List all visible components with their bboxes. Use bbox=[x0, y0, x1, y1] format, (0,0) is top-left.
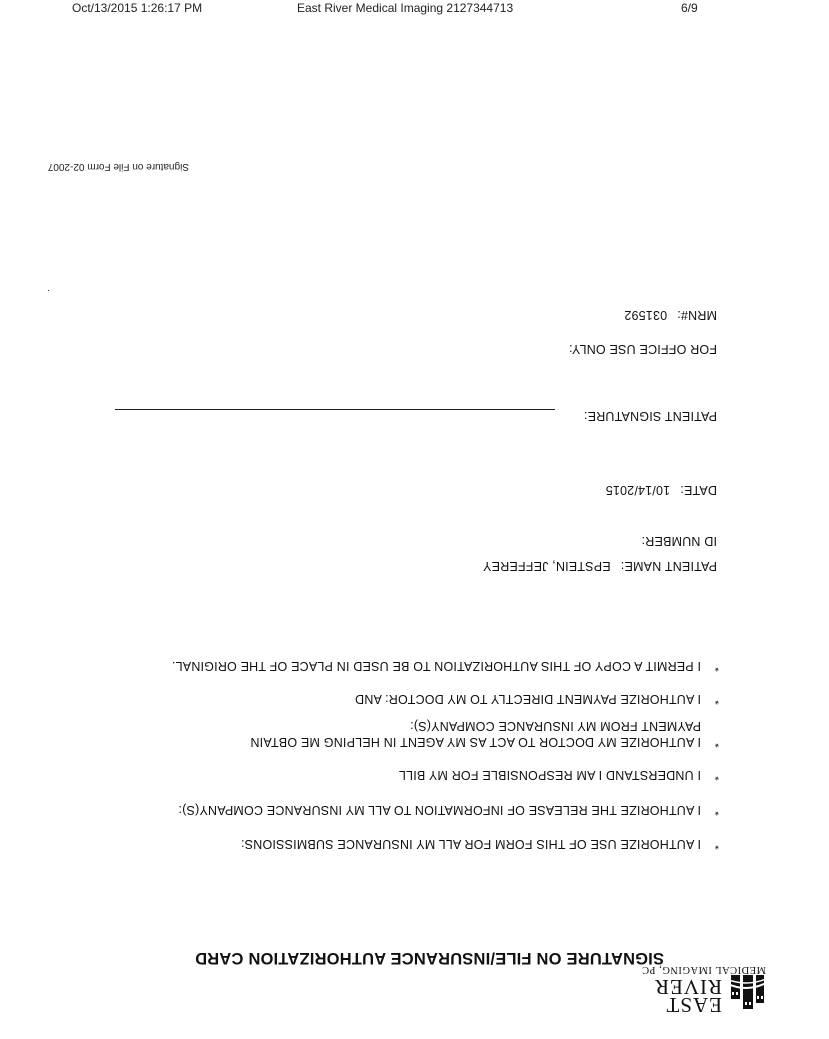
scanned-form-page bbox=[0, 18, 829, 1039]
bullet-text: I AUTHORIZE PAYMENT DIRECTLY TO MY DOCTOR: AND bbox=[354, 692, 701, 706]
logo-river-text: RIVER bbox=[654, 975, 722, 999]
form-title: SIGNATURE ON FILE/INSURANCE AUTHORIZATION CARD bbox=[194, 949, 664, 967]
patient-signature-field bbox=[584, 409, 717, 423]
bullet-text: I AUTHORIZE USE OF THIS FORM FOR ALL MY INSURANCE SUBMISSIONS: bbox=[240, 837, 701, 851]
signature-line bbox=[115, 409, 555, 410]
id-number-label: ID NUMBER: bbox=[641, 534, 717, 548]
bullet-text: I PERMIT A COPY OF THIS AUTHORIZATION TO BE USED IN PLACE OF THE ORIGINAL. bbox=[171, 659, 701, 673]
bullet-star: * bbox=[714, 694, 719, 706]
patient-name-value: EPSTEIN, JEFFEREY bbox=[482, 559, 611, 573]
building-bridge-logo-icon bbox=[726, 973, 766, 1013]
fax-timestamp: Oct/13/2015 1:26:17 PM bbox=[72, 1, 203, 15]
bullet-item bbox=[399, 768, 719, 782]
patient-name-field bbox=[483, 559, 717, 573]
scan-speck bbox=[48, 290, 49, 291]
mrn-value: 031592 bbox=[624, 308, 668, 322]
bullet-item bbox=[172, 659, 719, 673]
bullet-text: I AUTHORIZE MY DOCTOR TO ACT AS MY AGENT IN HELPING ME OBTAIN bbox=[250, 735, 701, 749]
patient-signature-label: PATIENT SIGNATURE: bbox=[583, 409, 717, 423]
bullet-star: * bbox=[714, 805, 719, 817]
patient-name-label: PATIENT NAME: bbox=[620, 559, 717, 573]
bullet-text: I UNDERSTAND I AM RESPONSIBLE FOR MY BILL bbox=[398, 768, 701, 782]
bullet-item bbox=[241, 837, 719, 851]
bullet-star: * bbox=[714, 770, 719, 782]
fax-header bbox=[0, 0, 829, 18]
mrn-label: MRN#: bbox=[677, 308, 717, 322]
bullet-star: * bbox=[714, 737, 719, 749]
bullet-text-continued: PAYMENT FROM MY INSURANCE COMPANY(S): bbox=[410, 719, 701, 733]
office-use-field bbox=[569, 342, 717, 356]
date-label: DATE: bbox=[680, 483, 717, 497]
logo-east-text: EAST bbox=[665, 993, 722, 1017]
bullet-item bbox=[250, 719, 719, 749]
fax-page-number: 6/9 bbox=[681, 1, 698, 15]
date-field bbox=[606, 483, 717, 497]
logo-subtitle-text: MEDICAL IMAGING, PC bbox=[641, 964, 766, 975]
form-identifier: Signature on File Form 02-2007 bbox=[47, 161, 189, 172]
east-river-logo bbox=[641, 957, 766, 1017]
mrn-field bbox=[624, 308, 717, 322]
bullet-text: I AUTHORIZE THE RELEASE OF INFORMATION TO ALL MY INSURANCE COMPANY(S): bbox=[178, 803, 701, 817]
date-value: 10/14/2015 bbox=[605, 483, 671, 497]
bullet-star: * bbox=[714, 661, 719, 673]
bullet-item bbox=[355, 692, 719, 706]
id-number-field bbox=[641, 534, 717, 548]
bullet-item bbox=[178, 803, 719, 817]
office-use-label: FOR OFFICE USE ONLY: bbox=[568, 342, 717, 356]
bullet-star: * bbox=[714, 839, 719, 851]
fax-sender: East River Medical Imaging 2127344713 bbox=[297, 1, 514, 15]
